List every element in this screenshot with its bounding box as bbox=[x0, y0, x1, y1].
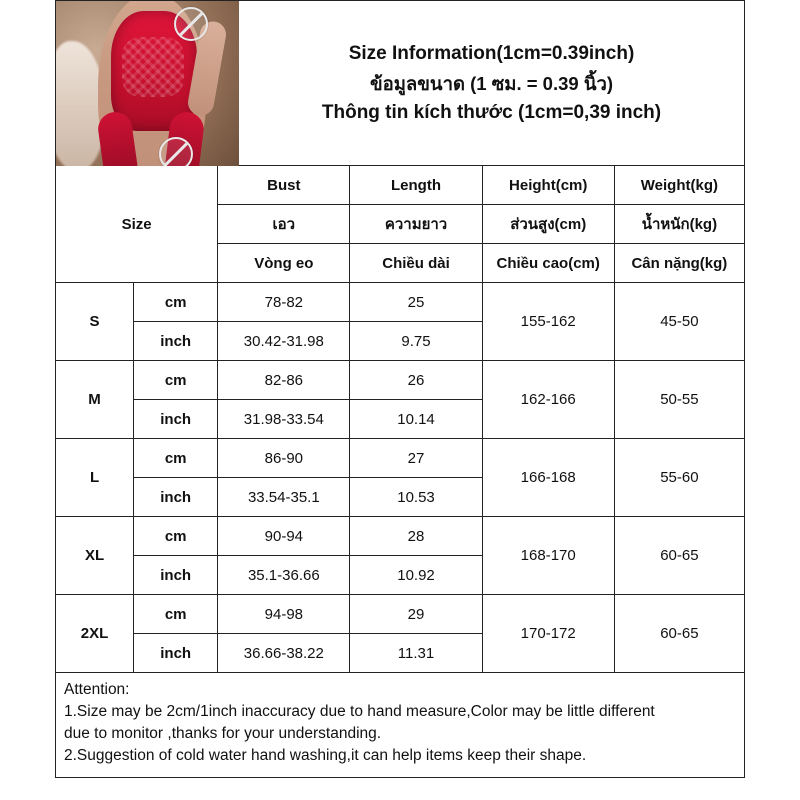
col-header-bust-en: Bust bbox=[218, 166, 350, 205]
attention-block bbox=[55, 673, 745, 778]
row-unit-cm: cm bbox=[134, 517, 218, 556]
row-size-label: 2XL bbox=[56, 595, 134, 673]
cell-bust-inch: 35.1-36.66 bbox=[218, 556, 350, 595]
cell-weight: 55-60 bbox=[614, 439, 744, 517]
cell-height: 170-172 bbox=[482, 595, 614, 673]
cell-length-cm: 28 bbox=[350, 517, 482, 556]
col-header-height-en: Height(cm) bbox=[482, 166, 614, 205]
attention-line-1: 1.Size may be 2cm/1inch inaccuracy due to hand measure,Color may be little different bbox=[64, 703, 655, 720]
cell-length-inch: 11.31 bbox=[350, 634, 482, 673]
cell-height: 168-170 bbox=[482, 517, 614, 595]
no-entry-icon bbox=[174, 7, 208, 41]
cell-bust-cm: 94-98 bbox=[218, 595, 350, 634]
no-entry-icon bbox=[159, 137, 193, 166]
cell-bust-inch: 33.54-35.1 bbox=[218, 478, 350, 517]
row-unit-cm: cm bbox=[134, 283, 218, 322]
row-unit-cm: cm bbox=[134, 361, 218, 400]
row-size-label: XL bbox=[56, 517, 134, 595]
row-unit-cm: cm bbox=[134, 439, 218, 478]
row-unit-inch: inch bbox=[134, 478, 218, 517]
size-table bbox=[55, 165, 745, 673]
cell-height: 155-162 bbox=[482, 283, 614, 361]
cell-bust-cm: 86-90 bbox=[218, 439, 350, 478]
title-vietnamese: Thông tin kích thước (1cm=0,39 inch) bbox=[321, 102, 662, 124]
row-size-label: S bbox=[56, 283, 134, 361]
col-header-weight-vi: Cân nặng(kg) bbox=[614, 244, 744, 283]
cell-weight: 60-65 bbox=[614, 517, 744, 595]
cell-length-inch: 10.92 bbox=[350, 556, 482, 595]
cell-height: 166-168 bbox=[482, 439, 614, 517]
cell-bust-cm: 78-82 bbox=[218, 283, 350, 322]
col-header-height-th: ส่วนสูง(cm) bbox=[482, 205, 614, 244]
cell-length-inch: 10.14 bbox=[350, 400, 482, 439]
col-header-weight-en: Weight(kg) bbox=[614, 166, 744, 205]
col-header-height-vi: Chiều cao(cm) bbox=[482, 244, 614, 283]
col-header-bust-th: เอว bbox=[218, 205, 350, 244]
cell-weight: 45-50 bbox=[614, 283, 744, 361]
col-header-bust-vi: Vòng eo bbox=[218, 244, 350, 283]
cell-bust-inch: 31.98-33.54 bbox=[218, 400, 350, 439]
cell-bust-inch: 30.42-31.98 bbox=[218, 322, 350, 361]
row-unit-cm: cm bbox=[134, 595, 218, 634]
cell-length-cm: 29 bbox=[350, 595, 482, 634]
cell-length-cm: 25 bbox=[350, 283, 482, 322]
row-unit-inch: inch bbox=[134, 634, 218, 673]
row-unit-inch: inch bbox=[134, 556, 218, 595]
cell-length-cm: 27 bbox=[350, 439, 482, 478]
col-header-length-th: ความยาว bbox=[350, 205, 482, 244]
cell-length-inch: 9.75 bbox=[350, 322, 482, 361]
attention-line-3: 2.Suggestion of cold water hand washing,it can help items keep their shape. bbox=[64, 747, 587, 764]
cell-bust-inch: 36.66-38.22 bbox=[218, 634, 350, 673]
table-row bbox=[56, 361, 745, 400]
product-photo bbox=[56, 1, 239, 166]
row-unit-inch: inch bbox=[134, 322, 218, 361]
row-size-label: L bbox=[56, 439, 134, 517]
cell-bust-cm: 90-94 bbox=[218, 517, 350, 556]
title-english: Size Information(1cm=0.39inch) bbox=[348, 43, 635, 65]
cell-length-inch: 10.53 bbox=[350, 478, 482, 517]
cell-height: 162-166 bbox=[482, 361, 614, 439]
row-size-label: M bbox=[56, 361, 134, 439]
col-header-length-vi: Chiều dài bbox=[350, 244, 482, 283]
cell-length-cm: 26 bbox=[350, 361, 482, 400]
table-row bbox=[56, 439, 745, 478]
lace-texture bbox=[122, 37, 184, 97]
table-row bbox=[56, 595, 745, 634]
attention-line-2: due to monitor ,thanks for your understanding. bbox=[64, 725, 382, 742]
size-chart-sheet bbox=[55, 0, 745, 800]
col-header-weight-th: น้ำหนัก(kg) bbox=[614, 205, 744, 244]
title-thai: ข้อมูลขนาด (1 ซม. = 0.39 นิ้ว) bbox=[369, 72, 614, 94]
attention-heading: Attention: bbox=[64, 681, 130, 698]
col-header-length-en: Length bbox=[350, 166, 482, 205]
cell-bust-cm: 82-86 bbox=[218, 361, 350, 400]
table-header-row-en bbox=[56, 166, 745, 205]
title-block bbox=[239, 1, 744, 166]
row-unit-inch: inch bbox=[134, 400, 218, 439]
table-row bbox=[56, 283, 745, 322]
cell-weight: 60-65 bbox=[614, 595, 744, 673]
cell-weight: 50-55 bbox=[614, 361, 744, 439]
chart-header bbox=[55, 0, 745, 165]
size-word-cell: Size bbox=[56, 166, 218, 283]
table-row bbox=[56, 517, 745, 556]
